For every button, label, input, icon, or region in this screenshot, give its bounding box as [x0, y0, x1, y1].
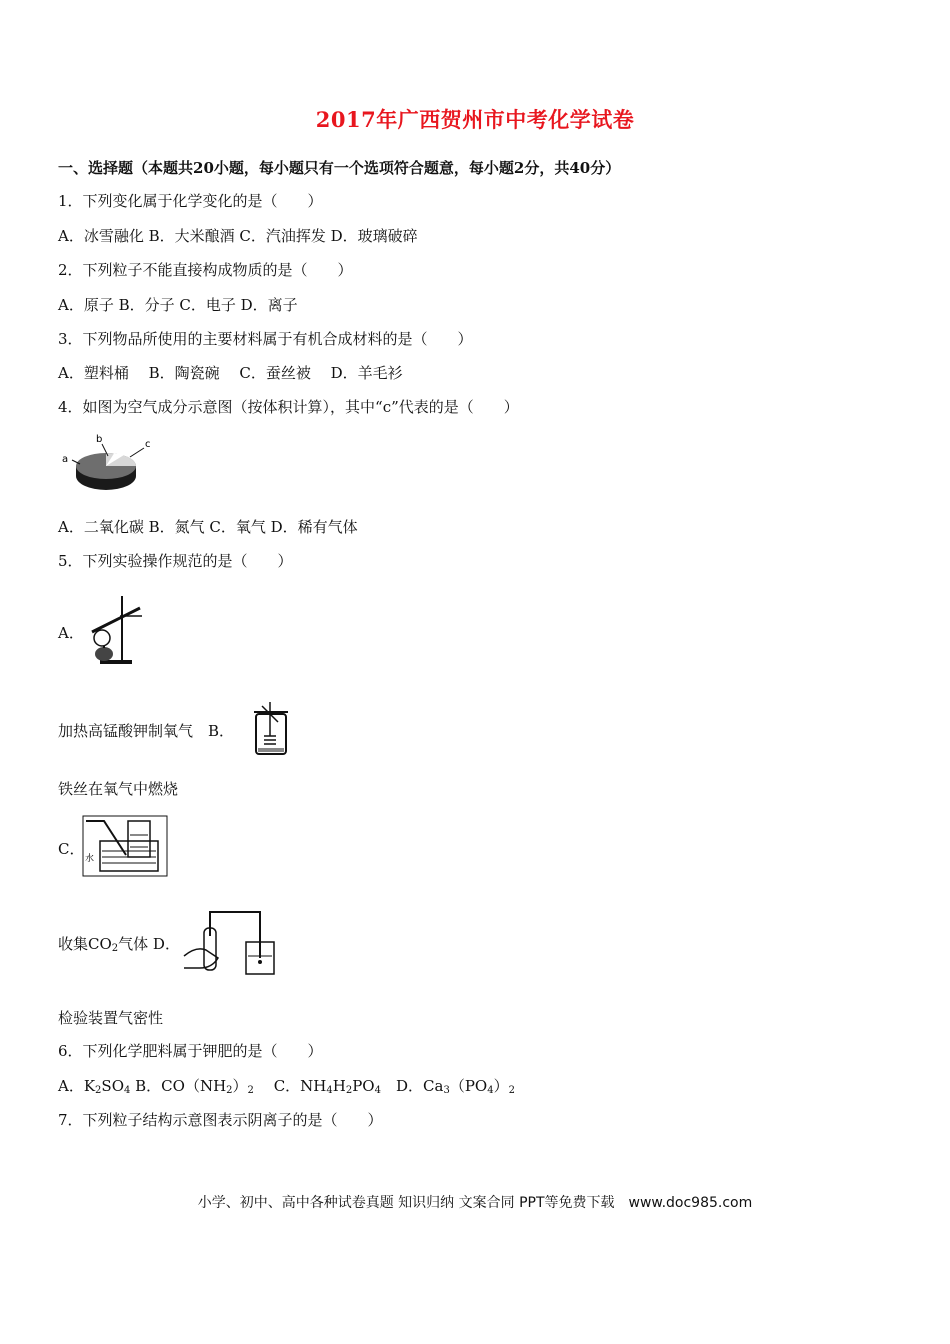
option-c-caption-line — [58, 934, 180, 959]
question-2-stem: 2．下列粒子不能直接构成物质的是（ ） — [58, 261, 353, 279]
opt-sub: 3 — [443, 1085, 450, 1096]
question-1-stem: 1．下列变化属于化学变化的是（ ） — [58, 192, 323, 210]
pie-label-b: b — [96, 434, 103, 445]
option-c-caption-pre: 收集CO — [58, 935, 112, 953]
question-2-options: A．原子 B．分子 C．电子 D．离子 — [58, 296, 298, 314]
opt-sub: 4 — [326, 1085, 333, 1096]
page-title: 2017年广西贺州市中考化学试卷 — [315, 107, 635, 132]
heating-apparatus-figure — [84, 592, 146, 668]
option-a-caption: 加热高锰酸钾制氧气 — [58, 722, 194, 740]
opt-sub: 4 — [487, 1085, 494, 1096]
pie-label-a: a — [62, 454, 69, 465]
iron-wire-jar-figure — [250, 700, 292, 758]
question-3-stem: 3．下列物品所使用的主要材料属于有机合成材料的是（ ） — [58, 330, 473, 348]
opt-text: PO — [352, 1077, 375, 1095]
question-6-options — [58, 1076, 515, 1101]
co2-subscript: 2 — [111, 943, 119, 954]
opt-text: ） — [232, 1077, 248, 1095]
option-c-caption-post: 气体 D． — [118, 935, 180, 953]
section-heading: 一、选择题（本题共20小题，每小题只有一个选项符合题意，每小题2分，共40分） — [58, 159, 621, 177]
opt-text: A．K — [58, 1077, 96, 1095]
pie-label-c: c — [145, 439, 151, 450]
question-3-options: A．塑料桶 B．陶瓷碗 C．蚕丝被 D．羊毛衫 — [58, 364, 403, 382]
opt-sub: 2 — [226, 1085, 233, 1096]
airtightness-check-figure — [182, 906, 278, 978]
option-b-label: B． — [208, 722, 235, 740]
option-d-caption: 检验装置气密性 — [58, 1009, 164, 1027]
option-a-caption-line — [58, 721, 234, 741]
opt-sub: 2 — [345, 1085, 353, 1096]
opt-sub: 2 — [247, 1085, 254, 1096]
question-4-options: A．二氧化碳 B．氮气 C．氧气 D．稀有气体 — [58, 518, 358, 536]
question-5-stem: 5．下列实验操作规范的是（ ） — [58, 552, 293, 570]
water-label: 水 — [85, 854, 95, 864]
opt-text: SO — [101, 1077, 124, 1095]
page-footer: 小学、初中、高中各种试卷真题 知识归纳 文案合同 PPT等免费下载 www.doc985.com — [197, 1195, 753, 1211]
opt-text: H — [332, 1077, 346, 1095]
question-4-stem: 4．如图为空气成分示意图（按体积计算），其中“c”代表的是（ ） — [58, 398, 519, 416]
air-composition-pie-figure — [58, 430, 158, 495]
question-1-options: A．冰雪融化 B．大米酿酒 C．汽油挥发 D．玻璃破碎 — [58, 227, 418, 245]
question-6-stem: 6．下列化学肥料属于钾肥的是（ ） — [58, 1042, 323, 1060]
option-b-caption: 铁丝在氧气中燃烧 — [58, 780, 179, 798]
option-a-label: A． — [58, 624, 84, 642]
opt-text: ） — [493, 1077, 509, 1095]
opt-text: D．Ca — [380, 1077, 444, 1095]
question-7-stem: 7．下列粒子结构示意图表示阴离子的是（ ） — [58, 1111, 383, 1129]
opt-text: B．CO（NH — [130, 1077, 227, 1095]
opt-text: （PO — [449, 1077, 488, 1095]
opt-sub: 4 — [124, 1085, 131, 1096]
opt-sub: 4 — [374, 1085, 381, 1096]
opt-sub: 2 — [95, 1085, 102, 1096]
opt-sub: 2 — [508, 1085, 515, 1096]
gas-collection-figure — [82, 815, 168, 877]
option-c-label: C． — [58, 840, 85, 858]
opt-text: C．NH — [253, 1077, 327, 1095]
